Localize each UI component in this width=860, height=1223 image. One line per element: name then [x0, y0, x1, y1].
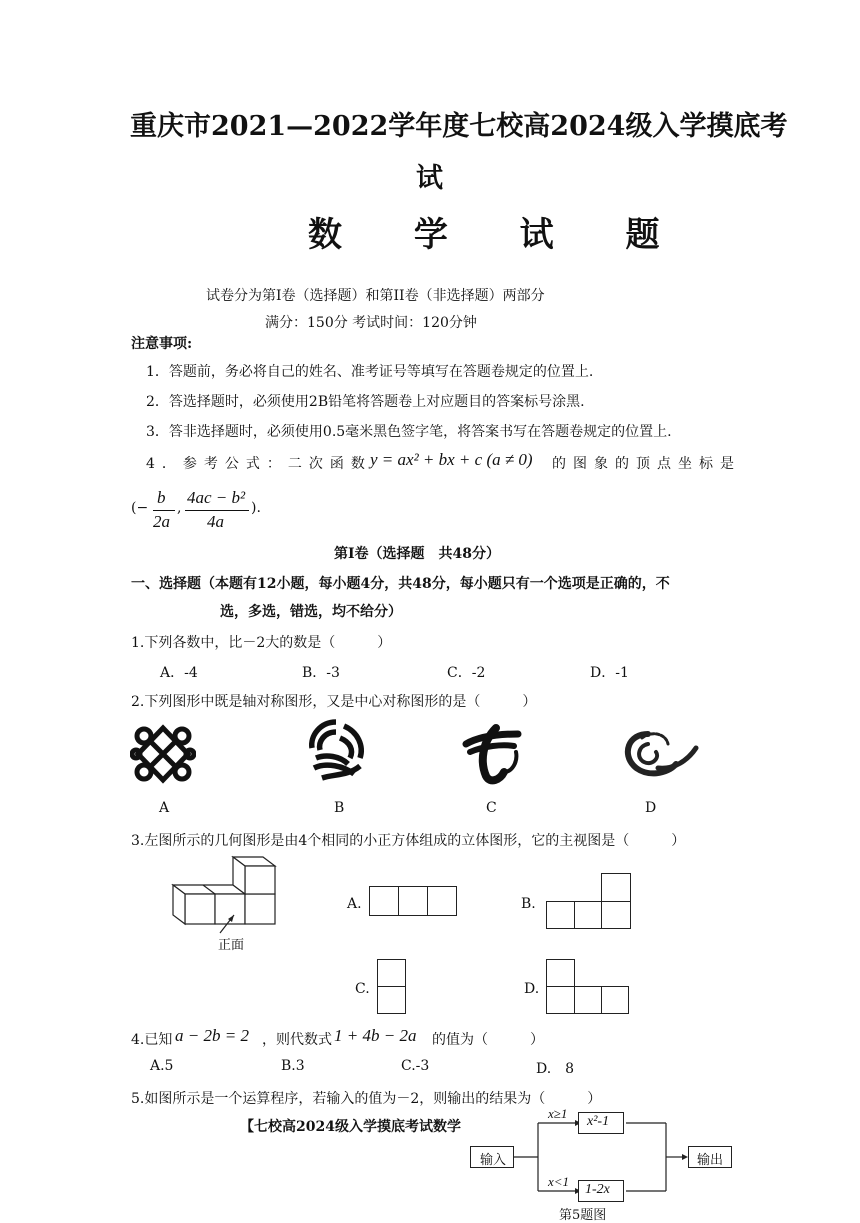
q1-option-a: A．-4 [160, 665, 198, 681]
q2-label-c: C [486, 800, 497, 816]
q3-a-square-2 [398, 886, 428, 916]
q4-option-b: B.3 [281, 1058, 305, 1074]
q4-option-a: A.5 [150, 1058, 174, 1074]
flow-output-label: 输出 [697, 1153, 724, 1168]
q4-given: a − 2b = 2 [175, 1026, 249, 1045]
china-telecom-logo [460, 722, 524, 786]
vertex-den-2: 4a [207, 512, 224, 531]
note-item-4-formula: y = ax² + bx + c (a ≠ 0) [370, 450, 533, 469]
q3-b-square-2 [574, 901, 602, 929]
note-item-3: 3．答非选择题时，必须使用0.5毫米黑色签字笔，将答案书写在答题卷规定的位置上. [146, 424, 672, 440]
q3-option-c-label: C. [355, 981, 370, 997]
q3-c-square-bottom [377, 986, 406, 1014]
note-item-1: 1．答题前，务必将自己的姓名、准考证号等填写在答题卷规定的位置上. [146, 364, 594, 380]
q4-stem-mid: ，则代数式 [262, 1032, 332, 1048]
q4-option-c: C.-3 [401, 1058, 430, 1074]
q2-label-d: D [645, 800, 657, 816]
vertex-formula [131, 486, 291, 536]
flow-op-top-box [578, 1112, 624, 1134]
q1-option-c: C．-2 [447, 665, 486, 681]
china-unicom-knot-logo [130, 722, 196, 786]
vertex-close: ). [251, 500, 261, 516]
info-line-2: 满分：150分 考试时间：120分钟 [265, 315, 477, 331]
q3-c-square-top [377, 959, 406, 987]
flow-op-top: x²-1 [587, 1114, 610, 1129]
china-mobile-logo [304, 718, 368, 784]
vertex-comma: , [177, 500, 182, 516]
q3-b-square-top [601, 873, 631, 902]
q3-d-square-2 [574, 986, 602, 1014]
title-line-2: 试 [416, 163, 443, 194]
q3-d-square-3 [601, 986, 629, 1014]
q2-label-b: B [334, 800, 345, 816]
q1-option-b: B．-3 [302, 665, 340, 681]
swirl-logo [618, 724, 700, 784]
q4-stem-suffix: 的值为（ ） [432, 1032, 544, 1048]
q3-b-square-3 [601, 901, 631, 929]
flow-cond-bottom: x<1 [548, 1174, 570, 1189]
title-line-1: 重庆市2021—2022学年度七校高2024级入学摸底考 [130, 111, 788, 142]
part1-heading: 第Ⅰ卷（选择题 共48分） [334, 546, 501, 562]
fraction-bar-1 [153, 510, 175, 511]
flow-input-label: 输入 [480, 1153, 507, 1168]
q5-stem: 5.如图所示是一个运算程序，若输入的值为－2，则输出的结果为（ ） [131, 1091, 602, 1107]
flow-caption: 第5题图 [559, 1208, 607, 1223]
flow-op-bottom: 1-2x [585, 1182, 610, 1197]
q3-b-square-1 [546, 901, 575, 929]
note-item-4-prefix: 4．参考公式：二次函数 [146, 456, 372, 472]
q2-stem: 2.下列图形中既是轴对称图形，又是中心对称图形的是（ ） [131, 694, 537, 710]
note-item-2: 2．答选择题时，必须使用2B铅笔将答题卷上对应题目的答案标号涂黑. [146, 394, 585, 410]
vertex-den-1: 2a [153, 512, 170, 531]
section-line-1: 一、选择题（本题有12小题，每小题4分，共48分，每小题只有一个选项是正确的，不 [131, 576, 670, 592]
q3-option-b-label: B. [521, 896, 536, 912]
q3-d-square-1 [546, 986, 575, 1014]
flow-output-box [688, 1146, 732, 1168]
q4-option-d: D. 8 [536, 1061, 575, 1077]
vertex-num-1: b [157, 488, 166, 507]
note-item-4-suffix: 的图象的顶点坐标是 [552, 456, 741, 472]
fraction-bar-2 [185, 510, 249, 511]
q3-option-a-label: A. [347, 896, 362, 912]
flow-cond-top: x≥1 [548, 1106, 568, 1121]
section-line-2: 选，多选，错选，均不给分） [220, 604, 402, 620]
q3-a-square-1 [369, 886, 399, 916]
q4-stem-prefix: 4.已知 [131, 1032, 173, 1048]
vertex-open: (− [131, 500, 149, 516]
vertex-num-2: 4ac − b² [187, 488, 246, 507]
flow-op-bottom-box [578, 1180, 624, 1202]
q1-option-d: D．-1 [590, 665, 629, 681]
q1-stem: 1.下列各数中，比－2大的数是（ ） [131, 635, 392, 651]
front-view-label: 正面 [218, 938, 245, 953]
q4-expr: 1 + 4b − 2a [334, 1026, 417, 1045]
notes-heading: 注意事项: [131, 336, 193, 352]
q3-option-d-label: D. [524, 981, 540, 997]
q3-a-square-3 [427, 886, 457, 916]
q3-stem: 3.左图所示的几何图形是由4个相同的小正方体组成的立体图形，它的主视图是（ ） [131, 833, 686, 849]
running-head: 【七校高2024级入学摸底考试数学 [240, 1119, 461, 1135]
q2-label-a: A [159, 800, 170, 816]
info-line-1: 试卷分为第Ⅰ卷（选择题）和第II卷（非选择题）两部分 [206, 288, 545, 304]
subject-title: 数 学 试 题 [308, 215, 690, 255]
q3-d-square-top [546, 959, 575, 987]
flow-input-box [470, 1146, 514, 1168]
